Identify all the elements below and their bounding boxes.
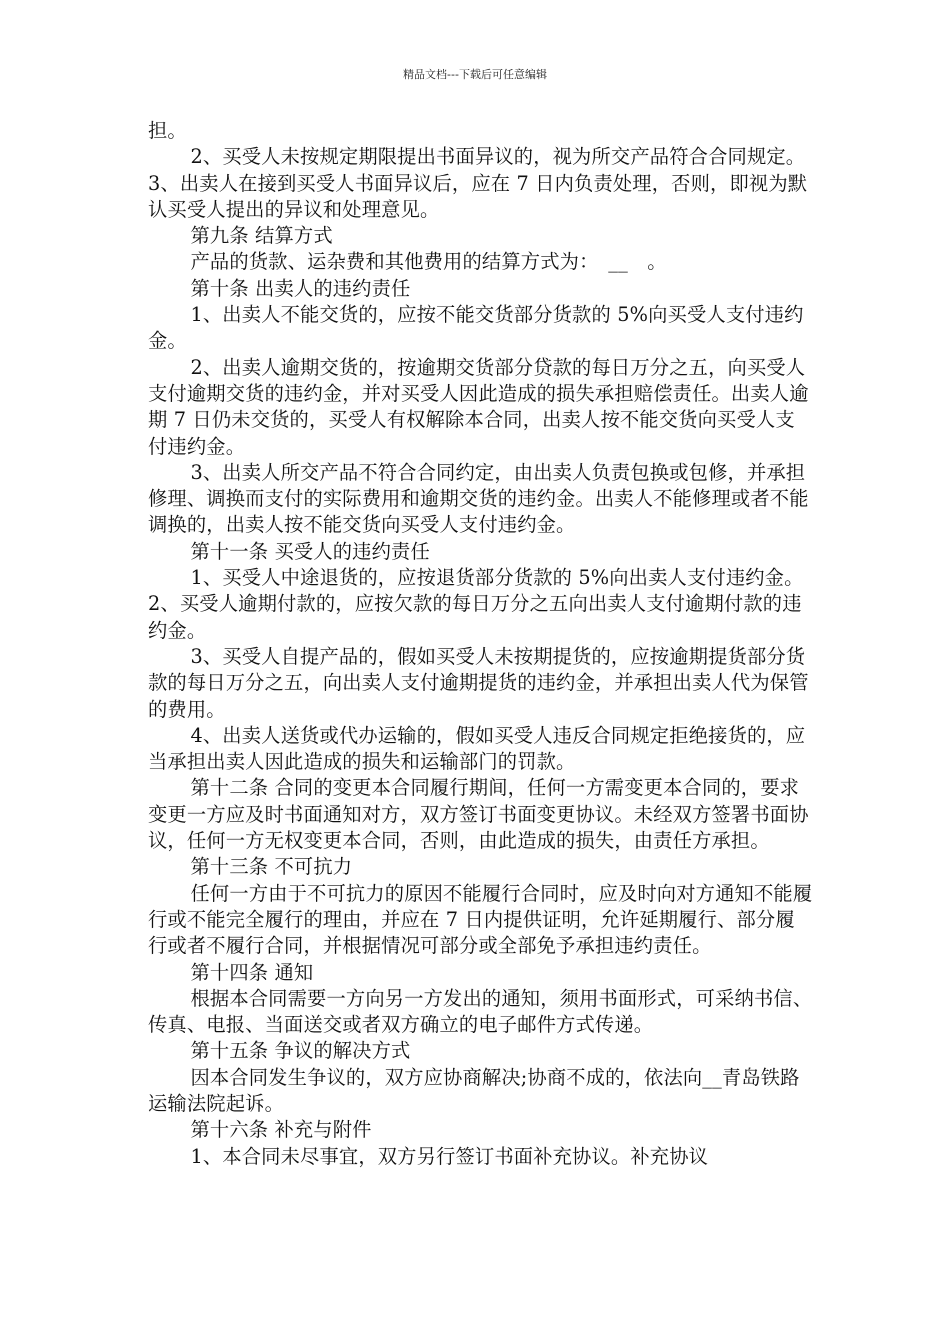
paragraph: 1、本合同未尽事宜，双方另行签订书面补充协议。补充协议 [190, 1144, 709, 1168]
paragraph: 第十三条 不可抗力 [190, 855, 353, 879]
paragraph: 2、出卖人逾期交货的，按逾期交货部分贷款的每日万分之五，向买受人支付逾期交货的违约金，并对买受人因此造成的损失承担赔偿责任。出卖人逾期 7 日仍未交货的，买受人有权解除本合同，出卖人按不能交货向买受人支付违约金。 [148, 355, 809, 458]
paragraph: 第十六条 补充与附件 [190, 1118, 372, 1142]
paragraph: 第十五条 争议的解决方式 [190, 1039, 411, 1063]
paragraph: 第十一条 买受人的违约责任 [190, 539, 430, 563]
paragraph: 任何一方由于不可抗力的原因不能履行合同时，应及时向对方通知不能履行或不能完全履行的理由，并应在 7 日内提供证明，允许延期履行、部分履行或者不履行合同，并根据情况可部分或全部免予承担违约责任。 [148, 881, 813, 958]
page-header: 精品文档---下载后可任意编辑 [403, 68, 547, 81]
paragraph: 第十条 出卖人的违约责任 [190, 276, 411, 300]
paragraph: 第九条 结算方式 [190, 224, 333, 248]
paragraph: 根据本合同需要一方向另一方发出的通知，须用书面形式，可采纳书信、传真、电报、当面送交或者双方确立的电子邮件方式传递。 [148, 986, 813, 1037]
paragraph: 第十二条 合同的变更本合同履行期间，任何一方需变更本合同的，要求变更一方应及时书面通知对方，双方签订书面变更协议。未经双方签署书面协议，任何一方无权变更本合同，否则，由此造成的损失，由责任方承担。 [148, 776, 809, 853]
paragraph: 因本合同发生争议的，双方应协商解决;协商不成的，依法向__青岛铁路运输法院起诉。 [148, 1065, 800, 1115]
paragraph: 3、出卖人所交产品不符合合同约定，由出卖人负责包换或包修，并承担修理、调换而支付的实际费用和逾期交货的违约金。出卖人不能修理或者不能调换的，出卖人按不能交货向买受人支付违约金。 [148, 460, 809, 537]
paragraph: 4、出卖人送货或代办运输的，假如买受人违反合同规定拒绝接货的，应当承担出卖人因此造成的损失和运输部门的罚款。 [148, 723, 806, 774]
paragraph: 1、买受人中途退货的，应按退货部分货款的 5%向出卖人支付违约金。 2、买受人逾期付款的，应按欠款的每日万分之五向出卖人支付逾期付款的违约金。 [148, 566, 804, 642]
paragraph: 1、出卖人不能交货的，应按不能交货部分货款的 5%向买受人支付违约金。 [148, 303, 804, 353]
paragraph: 2、买受人未按规定期限提出书面异议的，视为所交产品符合合同规定。3、出卖人在接到买受人书面异议后，应在 7 日内负责处理，否则，即视为默认买受人提出的异议和处理意见。 [148, 145, 808, 221]
paragraph: 产品的货款、运杂费和其他费用的结算方式为： __ 。 [190, 250, 667, 274]
paragraph: 第十四条 通知 [190, 960, 314, 984]
paragraph: 担。 [148, 119, 187, 142]
paragraph: 3、买受人自提产品的，假如买受人未按期提货的，应按逾期提货部分货款的每日万分之五，向出卖人支付逾期提货的违约金，并承担出卖人代为保管的费用。 [148, 644, 809, 721]
document-body [148, 118, 813, 1170]
